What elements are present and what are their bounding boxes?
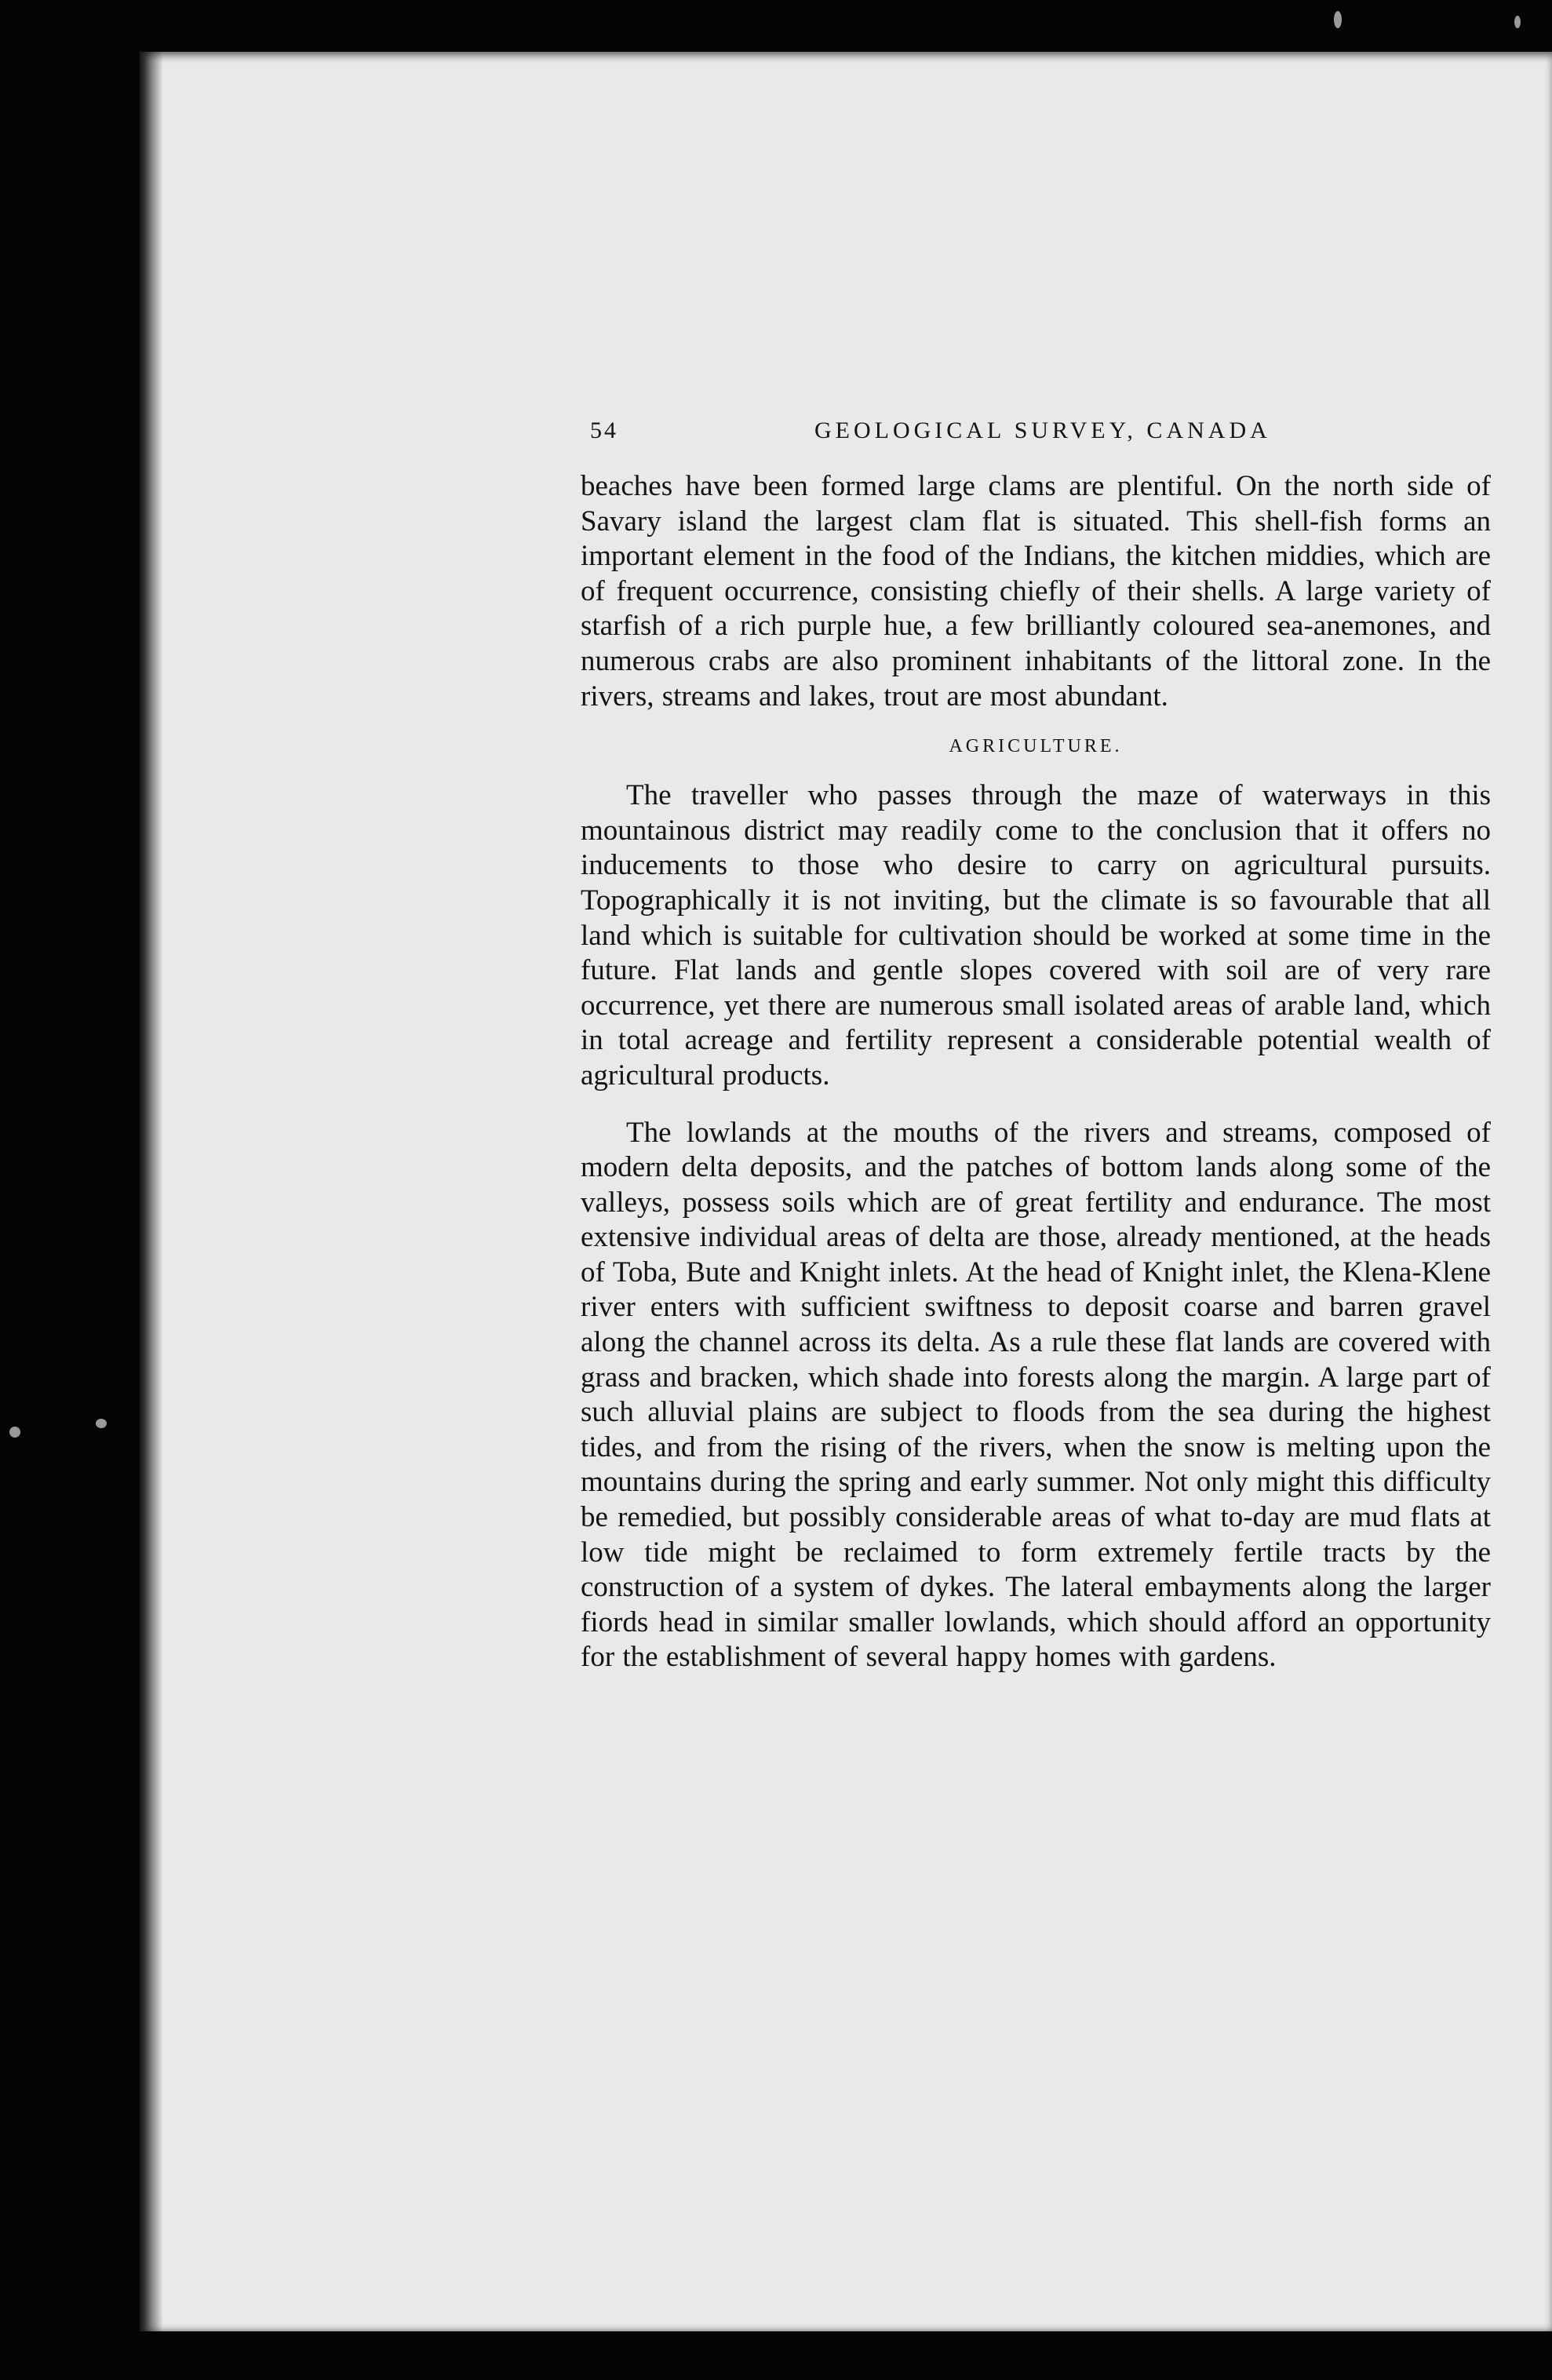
paragraph-agriculture-intro: The traveller who passes through the maze of waterways in this mountainous district may readily come to the conclusion that it offers no inducements to those who desire to carry on agricultural pursuits. Topographically it is not inviting, but the climate is so favourable that all land which is suitable for cultivation should be worked at some time in the future. Flat lands and gentle slopes covered with soil are of very rare occurrence, yet there are numerous small isolated areas of arable land, which in total acreage and fertility represent a considerable potential wealth of agricultural products. — [581, 779, 1491, 1092]
scan-speck — [1514, 16, 1521, 28]
page-binding-shadow — [140, 52, 163, 2331]
paragraph-lowlands: The lowlands at the mouths of the rivers and streams, composed of modern delta deposits, and the patches of bottom lands along some of the valleys, possess soils which are of great fertility and endurance. The most extensive individual areas of delta are those, already mentioned, at the heads of Toba, Bute and Knight inlets. At the head of Knight inlet, the Klena-Klene river enters with sufficient swiftness to deposit coarse and barren gravel along the channel across its delta. As a rule these flat lands are covered with grass and bracken, which shade into forests along the margin. A large part of such alluvial plains are subject to floods from the sea during the highest tides, and from the rising of the rivers, when the snow is melting upon the mountains during the spring and early summer. Not only might this difficulty be remedied, but possibly considerable areas of what to-day are mud flats at low tide might be reclaimed to form extremely fertile tracts by the construction of a system of dykes. The lateral embayments along the larger fiords head in similar smaller lowlands, which should afford an opportunity for the establishment of several happy homes with gardens. — [581, 1116, 1491, 1674]
scan-speck — [9, 1427, 20, 1438]
paragraph-marine-life: beaches have been formed large clams are plentiful. On the north side of Savary island the largest clam flat is situated. This shell-fish forms an important element in the food of the Indians, the kitchen middies, which are of frequent occurrence, consisting chiefly of their shells. A large variety of starfish of a rich purple hue, a few brilliantly coloured sea-anemones, and numerous crabs are also prominent inhabitants of the littoral zone. In the rivers, streams and lakes, trout are most abundant. — [581, 470, 1491, 713]
running-head-title: GEOLOGICAL SURVEY, CANADA — [814, 417, 1271, 443]
page-text-block — [581, 408, 1491, 1675]
page-number: 54 — [590, 417, 618, 443]
scan-speck — [96, 1419, 107, 1428]
section-heading-agriculture: AGRICULTURE. — [949, 736, 1123, 757]
running-head — [581, 408, 1491, 455]
scan-speck — [1334, 11, 1342, 28]
